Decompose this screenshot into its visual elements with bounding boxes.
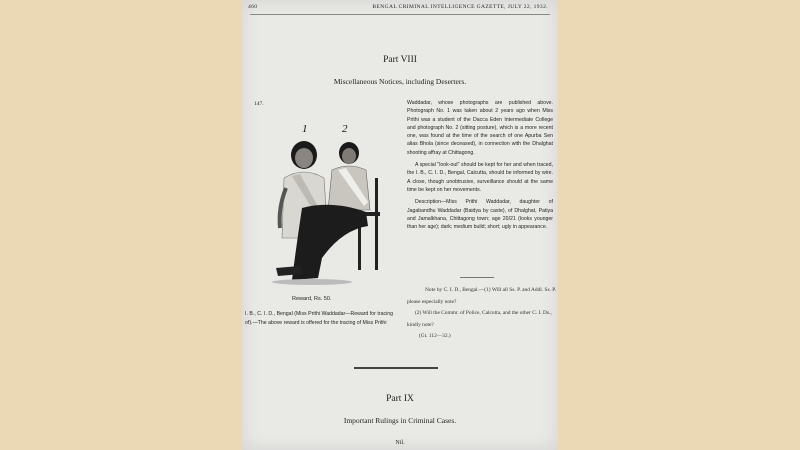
part-viii-title: Part VIII bbox=[383, 55, 417, 65]
reward-caption: Reward, Rs. 50. bbox=[292, 296, 332, 302]
photo-label-2: 2 bbox=[342, 123, 348, 135]
part-ix-title: Part IX bbox=[386, 394, 414, 404]
notice-right-column bbox=[407, 99, 553, 235]
page-number: 460 bbox=[248, 4, 258, 10]
notice-paragraph-2: A special "look-out" should be kept for her and when traced, the I. B., C. I. D., Bengal, Calcutta, should be informed by wire. A close, though unobtrusive, surveillance should at the same time be kept on her movements. bbox=[407, 162, 553, 193]
notice-paragraph-1: Waddadar, whose photographs are published above. Photograph No. 1 was taken about 2 years ago when Miss Prithi was a student of the Dacca Eden Intermediate College and photograph No. 2 (sitting posture), which is a more recent one, was found at the time of the search of one Apurba Sen alias Bhola (since deceased), in connection with the Dhalghat shooting affray at Chittagong. bbox=[407, 100, 553, 156]
running-title: BENGAL CRIMINAL INTELLIGENCE GAZETTE, JULY 22, 1932. bbox=[372, 4, 548, 10]
part-ix-subtitle: Important Rulings in Criminal Cases. bbox=[343, 416, 457, 425]
part-viii-subtitle: Miscellaneous Notices, including Deserters. bbox=[333, 77, 467, 86]
notice-left-text: I. B., C. I. D., Bengal (Miss Prithi Waddadar—Reward for tracing of).—The above reward is offered for the tracing of Miss Prithi bbox=[245, 311, 393, 326]
photograph-image bbox=[262, 118, 402, 288]
header-rule bbox=[250, 14, 550, 15]
gazette-page bbox=[242, 0, 558, 450]
photo-label-1: 1 bbox=[302, 123, 308, 135]
short-divider bbox=[460, 277, 494, 278]
running-header bbox=[248, 4, 548, 10]
notice-photograph bbox=[262, 118, 402, 288]
cid-note bbox=[407, 285, 557, 343]
notice-paragraph-3: Description—Miss Prithi Waddadar, daughter of Jagabandhu Waddadar (Baidya by caste), of Dhalghat, Patiya and Jamalkhana, Chittagong town; age 20/21 (looks younger than her age); dark; medium build; short; ugly in appearance. bbox=[407, 199, 553, 231]
part-ix-footer: Nil. bbox=[395, 440, 405, 446]
note-line-2: (2) Will the Commr. of Police, Calcutta, and the other C. I. Ds., kindly note? bbox=[407, 310, 552, 328]
note-line-3: (Gt. 112—32.) bbox=[419, 333, 451, 339]
note-line-1: Note by C. I. D., Bengal.—(1) Will all Ss. P. and Addl. Ss. P. please especially note? bbox=[407, 287, 557, 305]
section-divider bbox=[354, 367, 438, 369]
notice-number: 147. bbox=[254, 101, 264, 107]
